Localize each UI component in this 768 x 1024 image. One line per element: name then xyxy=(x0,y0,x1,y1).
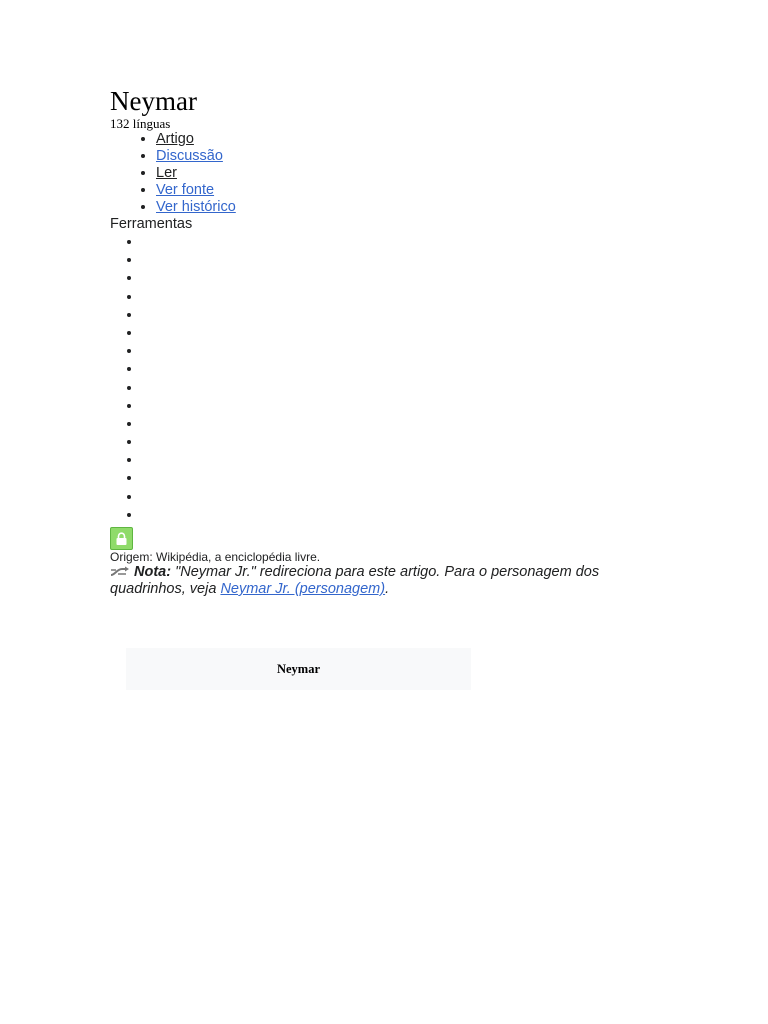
nav-item-ler xyxy=(156,165,670,182)
nav-item-ver-historico xyxy=(156,199,670,216)
tools-item[interactable] xyxy=(142,379,670,397)
tools-item[interactable] xyxy=(142,433,670,451)
tab-discussao[interactable]: Discussão xyxy=(156,148,223,164)
tools-item[interactable] xyxy=(142,469,670,487)
note-label: Nota: xyxy=(134,564,172,580)
tools-item[interactable] xyxy=(142,251,670,269)
origin-text: Origem: Wikipédia, a enciclopédia livre. xyxy=(110,550,321,564)
tools-item[interactable] xyxy=(142,488,670,506)
note-text: "Neymar Jr." redireciona para este artigo. Para o personagem dos quadrinhos, veja xyxy=(110,564,600,597)
infobox-title: Neymar xyxy=(276,661,321,676)
lock-icon xyxy=(115,532,128,546)
tools-item[interactable] xyxy=(142,306,670,324)
tools-item[interactable] xyxy=(142,342,670,360)
tools-list-actions xyxy=(110,233,670,433)
tools-item[interactable] xyxy=(142,451,670,469)
redirect-icon xyxy=(110,566,130,578)
page-actions-nav xyxy=(110,131,670,216)
tools-list-print xyxy=(110,433,670,488)
tab-ver-historico[interactable]: Ver histórico xyxy=(156,199,236,215)
infobox-header xyxy=(126,648,471,690)
nav-item-discussao xyxy=(156,148,670,165)
tab-ver-fonte[interactable]: Ver fonte xyxy=(156,182,215,198)
tools-item[interactable] xyxy=(142,233,670,251)
tools-item[interactable] xyxy=(142,506,670,524)
tools-menu-button[interactable]: Ferramentas xyxy=(110,216,193,232)
tools-item[interactable] xyxy=(142,415,670,433)
tab-artigo[interactable]: Artigo xyxy=(156,131,194,147)
hatnote xyxy=(110,564,670,598)
tab-ler[interactable]: Ler xyxy=(156,165,177,181)
tools-list-projects xyxy=(110,488,670,524)
nav-item-artigo xyxy=(156,131,670,148)
note-end: . xyxy=(385,581,390,597)
note-link[interactable]: Neymar Jr. (personagem) xyxy=(220,581,386,597)
tools-item[interactable] xyxy=(142,360,670,378)
tools-item[interactable] xyxy=(142,288,670,306)
tools-item[interactable] xyxy=(142,397,670,415)
nav-item-ver-fonte xyxy=(156,182,670,199)
article-page xyxy=(110,86,670,676)
protection-lock-icon[interactable] xyxy=(110,527,133,550)
tools-item[interactable] xyxy=(142,269,670,287)
page-title: Neymar xyxy=(110,86,197,116)
language-count-button[interactable]: 132 línguas xyxy=(110,116,171,131)
tools-item[interactable] xyxy=(142,324,670,342)
